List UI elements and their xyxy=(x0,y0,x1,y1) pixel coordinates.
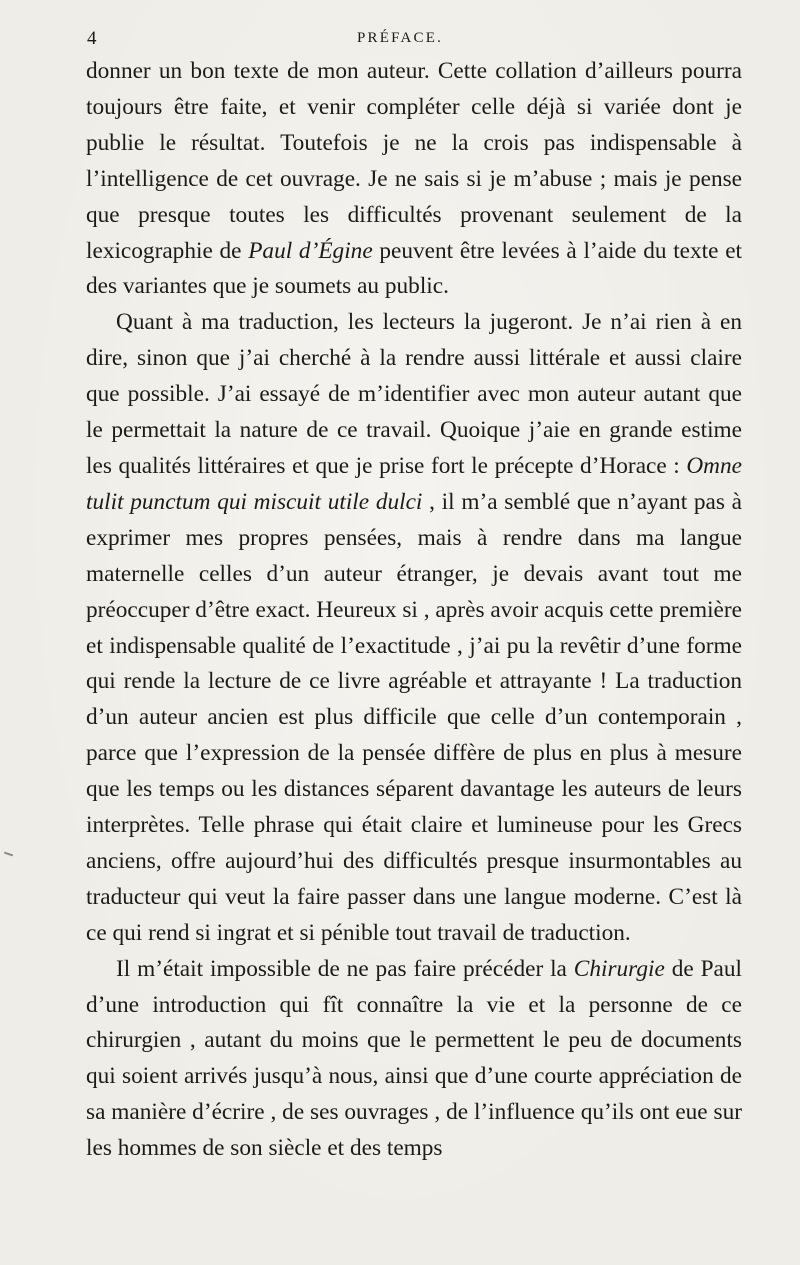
page-number: 4 xyxy=(87,28,97,49)
paragraph-1-text-1: donner un bon texte de mon auteur. Cette collation d’ailleurs pourra toujours être faite, et venir compléter celle déjà si variée dont je publie le résultat. Toutefois je ne la crois pas indispensable à l’intelligence de cet ouvrage. Je ne sais si je m’abuse ; mais je pense que presque toutes les difficultés provenant seulement de la lexicographie de xyxy=(86,58,742,264)
paragraph-2-text-2: , il m’a semblé que n’ayant pas à exprimer mes propres pensées, mais à rendre dans ma langue maternelle celles d’un auteur étranger, je devais avant tout me préoccuper d’être exact. Heureux si , après avoir acquis cette première et indispensable qualité de l’exactitude , j’ai pu la revêtir d’une forme qui rende la lecture de ce livre agréable et attrayante ! La traduction d’un auteur ancien est plus difficile que celle d’un contemporain , parce que l’expression de la pensée diffère de plus en plus à mesure que les temps ou les distances séparent davantage les auteurs de leurs interprètes. Telle phrase qui était claire et lumineuse pour les Grecs anciens, offre aujourd’hui des difficultés presque insurmontables au traducteur qui veut la faire passer dans une langue moderne. C’est là ce qui rend si ingrat et si pénible tout travail de traduction. xyxy=(86,488,742,946)
paragraph-1-italic-author: Paul d’Égine xyxy=(248,237,373,264)
running-title: PRÉFACE. xyxy=(356,30,444,46)
paragraph-1 xyxy=(86,54,742,305)
body-text xyxy=(86,54,742,1167)
paragraph-3-italic-title: Chirurgie xyxy=(573,955,665,982)
margin-mark xyxy=(4,852,13,857)
paragraph-3-text-2: de Paul d’une introduction qui fît connaître la vie et la personne de ce chirurgien , autant du moins que le permettent le peu de documents qui soient arrivés jusqu’à nous, ainsi que d’une courte appréciation de sa manière d’écrire , de ses ouvrages , de l’influence qu’ils ont eue sur les hommes de son siècle et des temps xyxy=(86,955,742,1162)
paragraph-3-text-1: Il m’était impossible de ne pas faire précéder la xyxy=(116,955,574,982)
paragraph-1-text-2: peuvent être levées à l’aide du texte et des variantes que je soumets au public. xyxy=(86,237,743,300)
paragraph-2 xyxy=(86,305,742,951)
paragraph-2-italic-quote: Omne tulit punctum qui miscuit utile dulci xyxy=(86,452,742,515)
paragraph-2-text-1: Quant à ma traduction, les lecteurs la jugeront. Je n’ai rien à en dire, sinon que j’ai cherché à la rendre aussi littérale et aussi claire que possible. J’ai essayé de m’identifier avec mon auteur autant que le permettait la nature de ce travail. Quoique j’aie en grande estime les qualités littéraires et que je prise fort le précepte d’Horace : xyxy=(86,309,742,479)
paragraph-3 xyxy=(86,952,742,1167)
page-header xyxy=(0,24,800,54)
